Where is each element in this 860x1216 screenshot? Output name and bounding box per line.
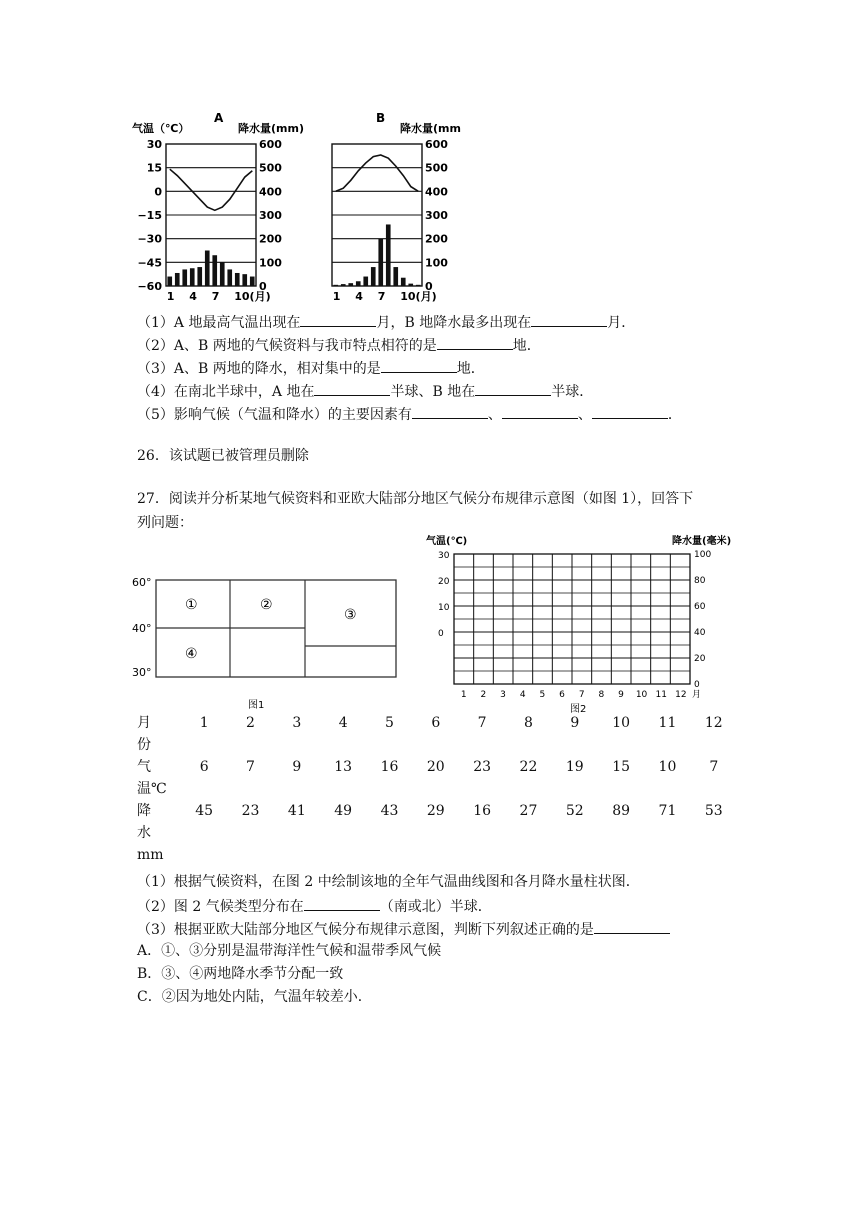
region-3-label: ③ (344, 607, 357, 623)
chart-b-right-label: 降水量(mm (400, 122, 461, 135)
temp-cell: 20 (426, 759, 445, 775)
precip-tick-label: 200 (425, 232, 448, 246)
precip-bar (205, 251, 210, 287)
temp-tick-label: 0 (438, 629, 444, 639)
precip-bar (378, 239, 383, 286)
month-tick-label: 6 (559, 690, 565, 700)
q27-3-text: （3）根据亚欧大陆部分地区气候分布规律示意图，判断下列叙述正确的是 (137, 922, 594, 938)
answer-blank[interactable] (531, 312, 607, 327)
month-tick-label: 1 (460, 690, 467, 700)
option-a: A．①、③分别是温带海洋性气候和温带季风气候 (137, 943, 442, 959)
precip-bar (341, 284, 346, 286)
precip-tick-label: 0 (425, 280, 433, 293)
q25-4-text-c: 半球． (551, 384, 594, 400)
fig2-right-label: 降水量(毫米) (672, 536, 732, 547)
precip-cell: 89 (612, 803, 631, 819)
precip-bar (371, 267, 376, 286)
row-header-precip: 降 水 mm (137, 803, 164, 863)
lat-label: 30° (132, 666, 152, 679)
answer-blank[interactable] (381, 358, 457, 373)
chart-a-left-label: 气温（℃） (132, 122, 190, 135)
temp-cell: 19 (565, 759, 584, 775)
q27-intro-line2: 列问题： (137, 515, 193, 531)
precip-tick-label: 300 (259, 209, 282, 222)
chart-a-right-label: 降水量(mm) (238, 122, 304, 135)
figure-1-climate-regions (128, 570, 408, 720)
precip-bar (401, 278, 406, 286)
precip-bar (220, 262, 225, 286)
answer-blank[interactable] (412, 404, 488, 419)
climate-chart-b (326, 108, 486, 308)
month-cell: 6 (431, 715, 441, 731)
month-tick-label: 4 (519, 690, 526, 700)
q25-5-sep: 、 (487, 407, 502, 423)
temperature-curve (170, 169, 253, 210)
precip-tick-label: 600 (425, 138, 448, 151)
q25-2-text-b: 地． (512, 338, 541, 354)
table-row-months (137, 712, 737, 756)
precip-cell: 43 (380, 803, 399, 819)
month-cell: 10 (612, 715, 631, 731)
precip-cell: 29 (426, 803, 445, 819)
precip-bar (416, 285, 421, 286)
precip-tick-label: 400 (425, 185, 448, 199)
option-b: B．③、④两地降水季节分配一致 (137, 966, 344, 982)
precip-bar (167, 277, 172, 286)
q27-sub-2 (137, 896, 492, 916)
month-cell: 9 (570, 715, 580, 731)
answer-blank[interactable] (594, 919, 670, 934)
precip-tick-label: 200 (259, 232, 282, 246)
precip-cell: 23 (241, 803, 260, 819)
precip-cell: 45 (195, 803, 214, 819)
month-cell: 11 (658, 715, 677, 731)
temp-cell: 7 (246, 759, 255, 775)
precip-tick-label: 500 (425, 161, 448, 175)
q25-1-text-b: 月，B 地降水最多出现在 (376, 315, 532, 331)
row-header-temp: 气 温℃ (137, 759, 167, 797)
month-cell: 12 (704, 715, 723, 731)
month-tick-label: 1 (332, 290, 341, 303)
precip-bar (348, 283, 353, 286)
month-cell: 7 (477, 715, 487, 731)
month-tick-label: 7 (211, 290, 220, 303)
chart-b-title: B (376, 111, 386, 125)
q25-3-text-a: （3）A、B 两地的降水，相对集中的是 (137, 361, 381, 377)
temp-tick-label: −15 (137, 209, 162, 222)
precip-tick-label: 100 (694, 550, 712, 560)
month-tick-label: 10(月) (400, 290, 437, 303)
q25-item-4 (137, 381, 593, 401)
precip-bar (227, 269, 232, 286)
precip-tick-label: 80 (694, 576, 706, 586)
precip-bar (386, 224, 391, 286)
month-cell: 8 (524, 715, 533, 731)
month-tick-label: 11 (655, 690, 667, 700)
figure-2-caption: 图2 (570, 704, 587, 715)
precip-tick-label: 400 (259, 185, 282, 199)
temp-tick-label: 15 (146, 161, 162, 175)
climate-chart-a (130, 108, 330, 308)
temp-cell: 13 (334, 759, 353, 775)
month-tick-label: 10 (635, 690, 648, 700)
precip-cell: 16 (473, 803, 492, 819)
temp-tick-label: 30 (146, 138, 162, 151)
q25-2-text-a: （2）A、B 两地的气候资料与我市特点相符的是 (137, 338, 437, 354)
temp-tick-label: −30 (137, 232, 162, 246)
q25-5-sep: 、 (577, 407, 592, 423)
month-tick-label: 4 (355, 290, 363, 303)
precip-bar (333, 285, 338, 286)
precip-tick-label: 100 (425, 256, 448, 270)
option-c: C．②因为地处内陆，气温年较差小． (137, 989, 372, 1005)
q25-4-text-b: 半球、B 地在 (390, 384, 476, 400)
chart-a-title: A (214, 111, 224, 125)
precip-tick-label: 0 (259, 280, 267, 293)
precip-tick-label: 40 (694, 628, 706, 638)
answer-blank[interactable] (437, 335, 513, 350)
q25-3-text-b: 地． (456, 361, 485, 377)
answer-blank[interactable] (475, 381, 551, 396)
precip-bar (182, 269, 187, 286)
answer-blank[interactable] (304, 896, 380, 911)
month-tick-label: 5 (539, 690, 546, 700)
temp-cell: 16 (380, 759, 399, 775)
answer-blank[interactable] (300, 312, 376, 327)
q25-1-text-a: （1）A 地最高气温出现在 (137, 315, 301, 331)
precip-cell: 71 (658, 803, 677, 819)
q27-sub-3 (137, 919, 670, 939)
temp-cell: 15 (612, 759, 631, 775)
precip-tick-label: 300 (425, 209, 448, 222)
precip-cell: 53 (704, 803, 723, 819)
region-4-label: ④ (185, 646, 198, 662)
month-unit-label: 月 (692, 690, 702, 700)
q27-2-text-a: （2）图 2 气候类型分布在 (137, 899, 304, 915)
temp-cell: 9 (292, 759, 302, 775)
precip-bar (190, 268, 195, 286)
precip-bar (408, 284, 413, 286)
table-row-precipitation (137, 800, 737, 866)
figure-1-caption: 图1 (248, 700, 265, 711)
precip-tick-label: 500 (259, 161, 282, 175)
precip-bar (356, 281, 361, 286)
q25-item-2 (137, 335, 541, 355)
lat-label: 40° (132, 622, 152, 635)
precip-bar (197, 267, 202, 286)
figure-2-blank-climate-grid (418, 530, 748, 716)
q25-item-5 (137, 404, 682, 424)
temp-cell: 10 (658, 759, 677, 775)
month-tick-label: 2 (480, 690, 487, 700)
month-tick-label: 3 (500, 690, 506, 700)
precip-bar (242, 274, 247, 286)
temp-tick-label: −45 (137, 256, 162, 270)
temp-tick-label: −60 (137, 280, 162, 293)
temp-tick-label: 0 (154, 185, 162, 199)
precip-cell: 52 (565, 803, 584, 819)
temp-cell: 6 (199, 759, 209, 775)
answer-blank[interactable] (502, 404, 578, 419)
precip-bar (175, 273, 180, 286)
month-tick-label: 4 (189, 290, 197, 303)
temp-tick-label: 10 (438, 603, 450, 613)
temp-cell: 7 (709, 759, 719, 775)
month-tick-label: 9 (618, 690, 624, 700)
temp-tick-label: 20 (438, 577, 450, 587)
precip-tick-label: 20 (694, 654, 706, 664)
precip-tick-label: 100 (259, 256, 282, 270)
lat-label: 60° (132, 576, 152, 589)
precip-cell: 49 (334, 803, 353, 819)
answer-blank[interactable] (314, 381, 390, 396)
q25-4-text-a: （4）在南北半球中，A 地在 (137, 384, 315, 400)
q25-item-1 (137, 312, 635, 332)
temperature-curve (336, 155, 419, 191)
month-tick-label: 1 (166, 290, 175, 303)
month-tick-label: 7 (377, 290, 386, 303)
precip-bar (235, 273, 240, 286)
fig2-left-label: 气温(℃) (426, 536, 468, 547)
month-tick-label: 10(月) (234, 290, 271, 303)
month-cell: 2 (246, 715, 255, 731)
precip-bar (250, 277, 255, 286)
month-tick-label: 8 (598, 690, 605, 700)
q25-item-3 (137, 358, 485, 378)
q25-5-text-a: （5）影响气候（气温和降水）的主要因素有 (137, 407, 412, 423)
region-1-label: ① (185, 597, 198, 613)
answer-blank[interactable] (592, 404, 668, 419)
q27-intro-line1: 27．阅读并分析某地气候资料和亚欧大陆部分地区气候分布规律示意图（如图 1），回答下 (137, 491, 694, 507)
q25-1-text-c: 月． (607, 315, 636, 331)
precip-tick-label: 0 (694, 680, 700, 690)
month-tick-label: 7 (578, 690, 585, 700)
q27-2-text-b: （南或北）半球． (379, 899, 492, 915)
climate-data-table (137, 712, 737, 866)
month-cell: 1 (199, 715, 209, 731)
q27-sub-1: （1）根据气候资料，在图 2 中绘制该地的全年气温曲线图和各月降水量柱状图． (137, 874, 640, 890)
precip-cell: 41 (287, 803, 306, 819)
q25-5-end: ． (667, 407, 682, 423)
precip-bar (393, 267, 398, 286)
q26-text: 26．该试题已被管理员删除 (137, 448, 309, 464)
region-2-label: ② (260, 597, 273, 613)
temp-cell: 22 (519, 759, 538, 775)
month-cell: 5 (385, 715, 394, 731)
month-cell: 3 (292, 715, 302, 731)
row-header-month: 月 份 (137, 715, 151, 753)
precip-tick-label: 60 (694, 602, 706, 612)
precip-bar (212, 255, 217, 286)
precip-bar (363, 277, 368, 286)
precip-cell: 27 (519, 803, 538, 819)
table-row-temperature (137, 756, 737, 800)
precip-tick-label: 600 (259, 138, 282, 151)
temp-tick-label: 30 (438, 551, 450, 561)
month-cell: 4 (338, 715, 348, 731)
temp-cell: 23 (473, 759, 492, 775)
month-tick-label: 12 (675, 690, 687, 700)
